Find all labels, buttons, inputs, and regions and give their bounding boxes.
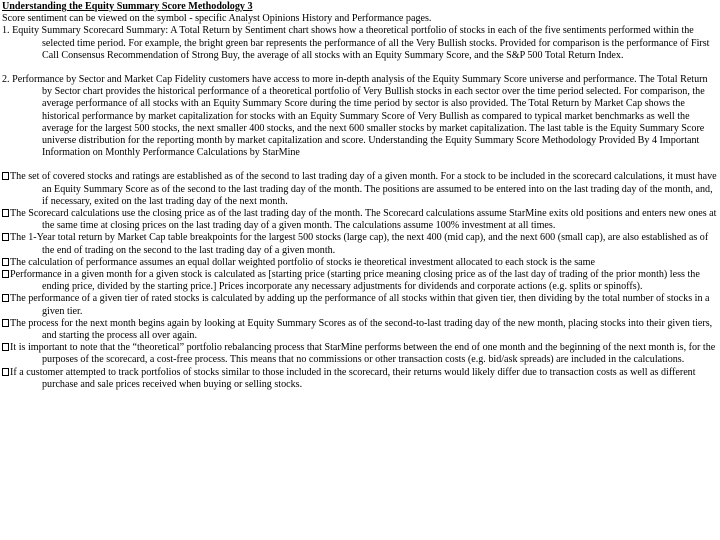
checkbox-bullet-icon	[2, 258, 9, 266]
document-title: Understanding the Equity Summary Score Methodology 3	[2, 1, 253, 12]
bullet-text: The calculation of performance assumes an equal dollar weighted portfolio of stocks ie theoretical investment allocated to each stock is the same	[10, 256, 595, 268]
checkbox-bullet-icon	[2, 343, 9, 351]
bullet-text: The 1-Year total return by Market Cap table breakpoints for the largest 500 stocks (large cap), the next 400 (mid cap), and the next 600 (small cap), are also established as of the end of trading on the second to the last trading day of a given month.	[10, 232, 709, 256]
bullet-item	[2, 318, 718, 342]
checkbox-bullet-icon	[2, 368, 9, 376]
bullet-item	[2, 208, 718, 232]
checkbox-bullet-icon	[2, 294, 9, 302]
bullet-text: The Scorecard calculations use the closing price as of the last trading day of the month. The Scorecard calculations assume StarMine exits old positions and enters new ones at the same time at closing prices on the last trading day of a given month. The calculations assume 100% investment at all times.	[10, 208, 717, 232]
checkbox-bullet-icon	[2, 172, 9, 180]
spacer	[2, 62, 718, 74]
intro-text: Score sentiment can be viewed on the symbol - specific Analyst Opinions History and Performance pages.	[2, 13, 432, 25]
bullet-text: The process for the next month begins again by looking at Equity Summary Scores as of the second-to-last trading day of the new month, placing stocks into their given tiers, and starting the process all over again.	[10, 317, 713, 342]
bullet-item	[2, 342, 718, 366]
bullet-item	[2, 293, 718, 317]
bullet-text: The performance of a given tier of rated stocks is calculated by adding up the performance of all stocks within that given tier, then dividing by the total number of stocks in a given tier.	[10, 293, 710, 317]
bullet-item	[2, 269, 718, 293]
checkbox-bullet-icon	[2, 209, 9, 217]
bullet-text: If a customer attempted to track portfolios of stocks similar to those included in the scorecard, their returns would likely differ due to transaction costs as well as different purchase and sale prices received when buying or selling stocks.	[10, 366, 696, 390]
bullet-text: The set of covered stocks and ratings are established as of the second to last trading day of a given month. For a stock to be included in the scorecard calculations, it must have an Equity Summary Score as of the second to the last trading day of the month. The positions are assumed to be entered into on the last trading day of the month, and, if necessary, exited on the last trading day of the next month.	[10, 171, 717, 207]
spacer	[2, 159, 718, 171]
section-2-paragraph: 2. Performance by Sector and Market Cap Fidelity customers have access to more in-depth analysis of the Equity Summary Score universe and performance. The Total Return by Sector chart provides the historical performance of a theoretical portfolio of Very Bullish stocks in each sector over the time period selected. For comparison, the average performance of all stocks with an Equity Summary Score during the time period by sector is also provided. The Total Return by Market Cap shows the historical performance by market capitalization for stocks with an Equity Summary Score of Very Bullish as compared to typical market benchmarks as well the average for the largest 500 stocks, the next smaller 400 stocks, and the next 600 smaller stocks by market capitalization. The last table is the Equity Summary Score universe distribution for the reporting month by market capitalization and score. Understanding the Equity Summary Score Methodology Provided By 4 Important Information on Monthly Performance Calculations by StarMine	[2, 74, 708, 159]
bullet-text: Performance in a given month for a given stock is calculated as [starting price (starting price meaning closing price as of the last day of trading of the prior month) less the ending price, divided by the starting price.] Prices incorporate any necessary adjustments for dividends and corporate actions (e.g. splits or spinoffs).	[10, 269, 700, 293]
bullet-item	[2, 367, 718, 391]
checkbox-bullet-icon	[2, 319, 9, 327]
section-1-paragraph: 1. Equity Summary Scorecard Summary: A Total Return by Sentiment chart shows how a theoretical portfolio of stocks in each of the five sentiments performed within the selected time period. For example, the bright green bar represents the performance of all the Very Bullish stocks. Provided for comparison is the performance of First Call Consensus Recommendation of Strong Buy, the average of all stocks with an Equity Summary Score, and the S&P 500 Total Return Index.	[2, 25, 710, 61]
checkbox-bullet-icon	[2, 233, 9, 241]
bullet-item	[2, 257, 718, 269]
bullet-item	[2, 171, 718, 208]
bullet-item	[2, 232, 718, 256]
document-page	[2, 1, 718, 391]
checkbox-bullet-icon	[2, 270, 9, 278]
bullet-text: It is important to note that the “theoretical” portfolio rebalancing process that StarMine performs between the end of one month and the beginning of the next month is, for the purposes of the scorecard, a cost-free process. This means that no commissions or other transaction costs (e.g. bid/ask spreads) are included in the calculations.	[10, 342, 716, 366]
